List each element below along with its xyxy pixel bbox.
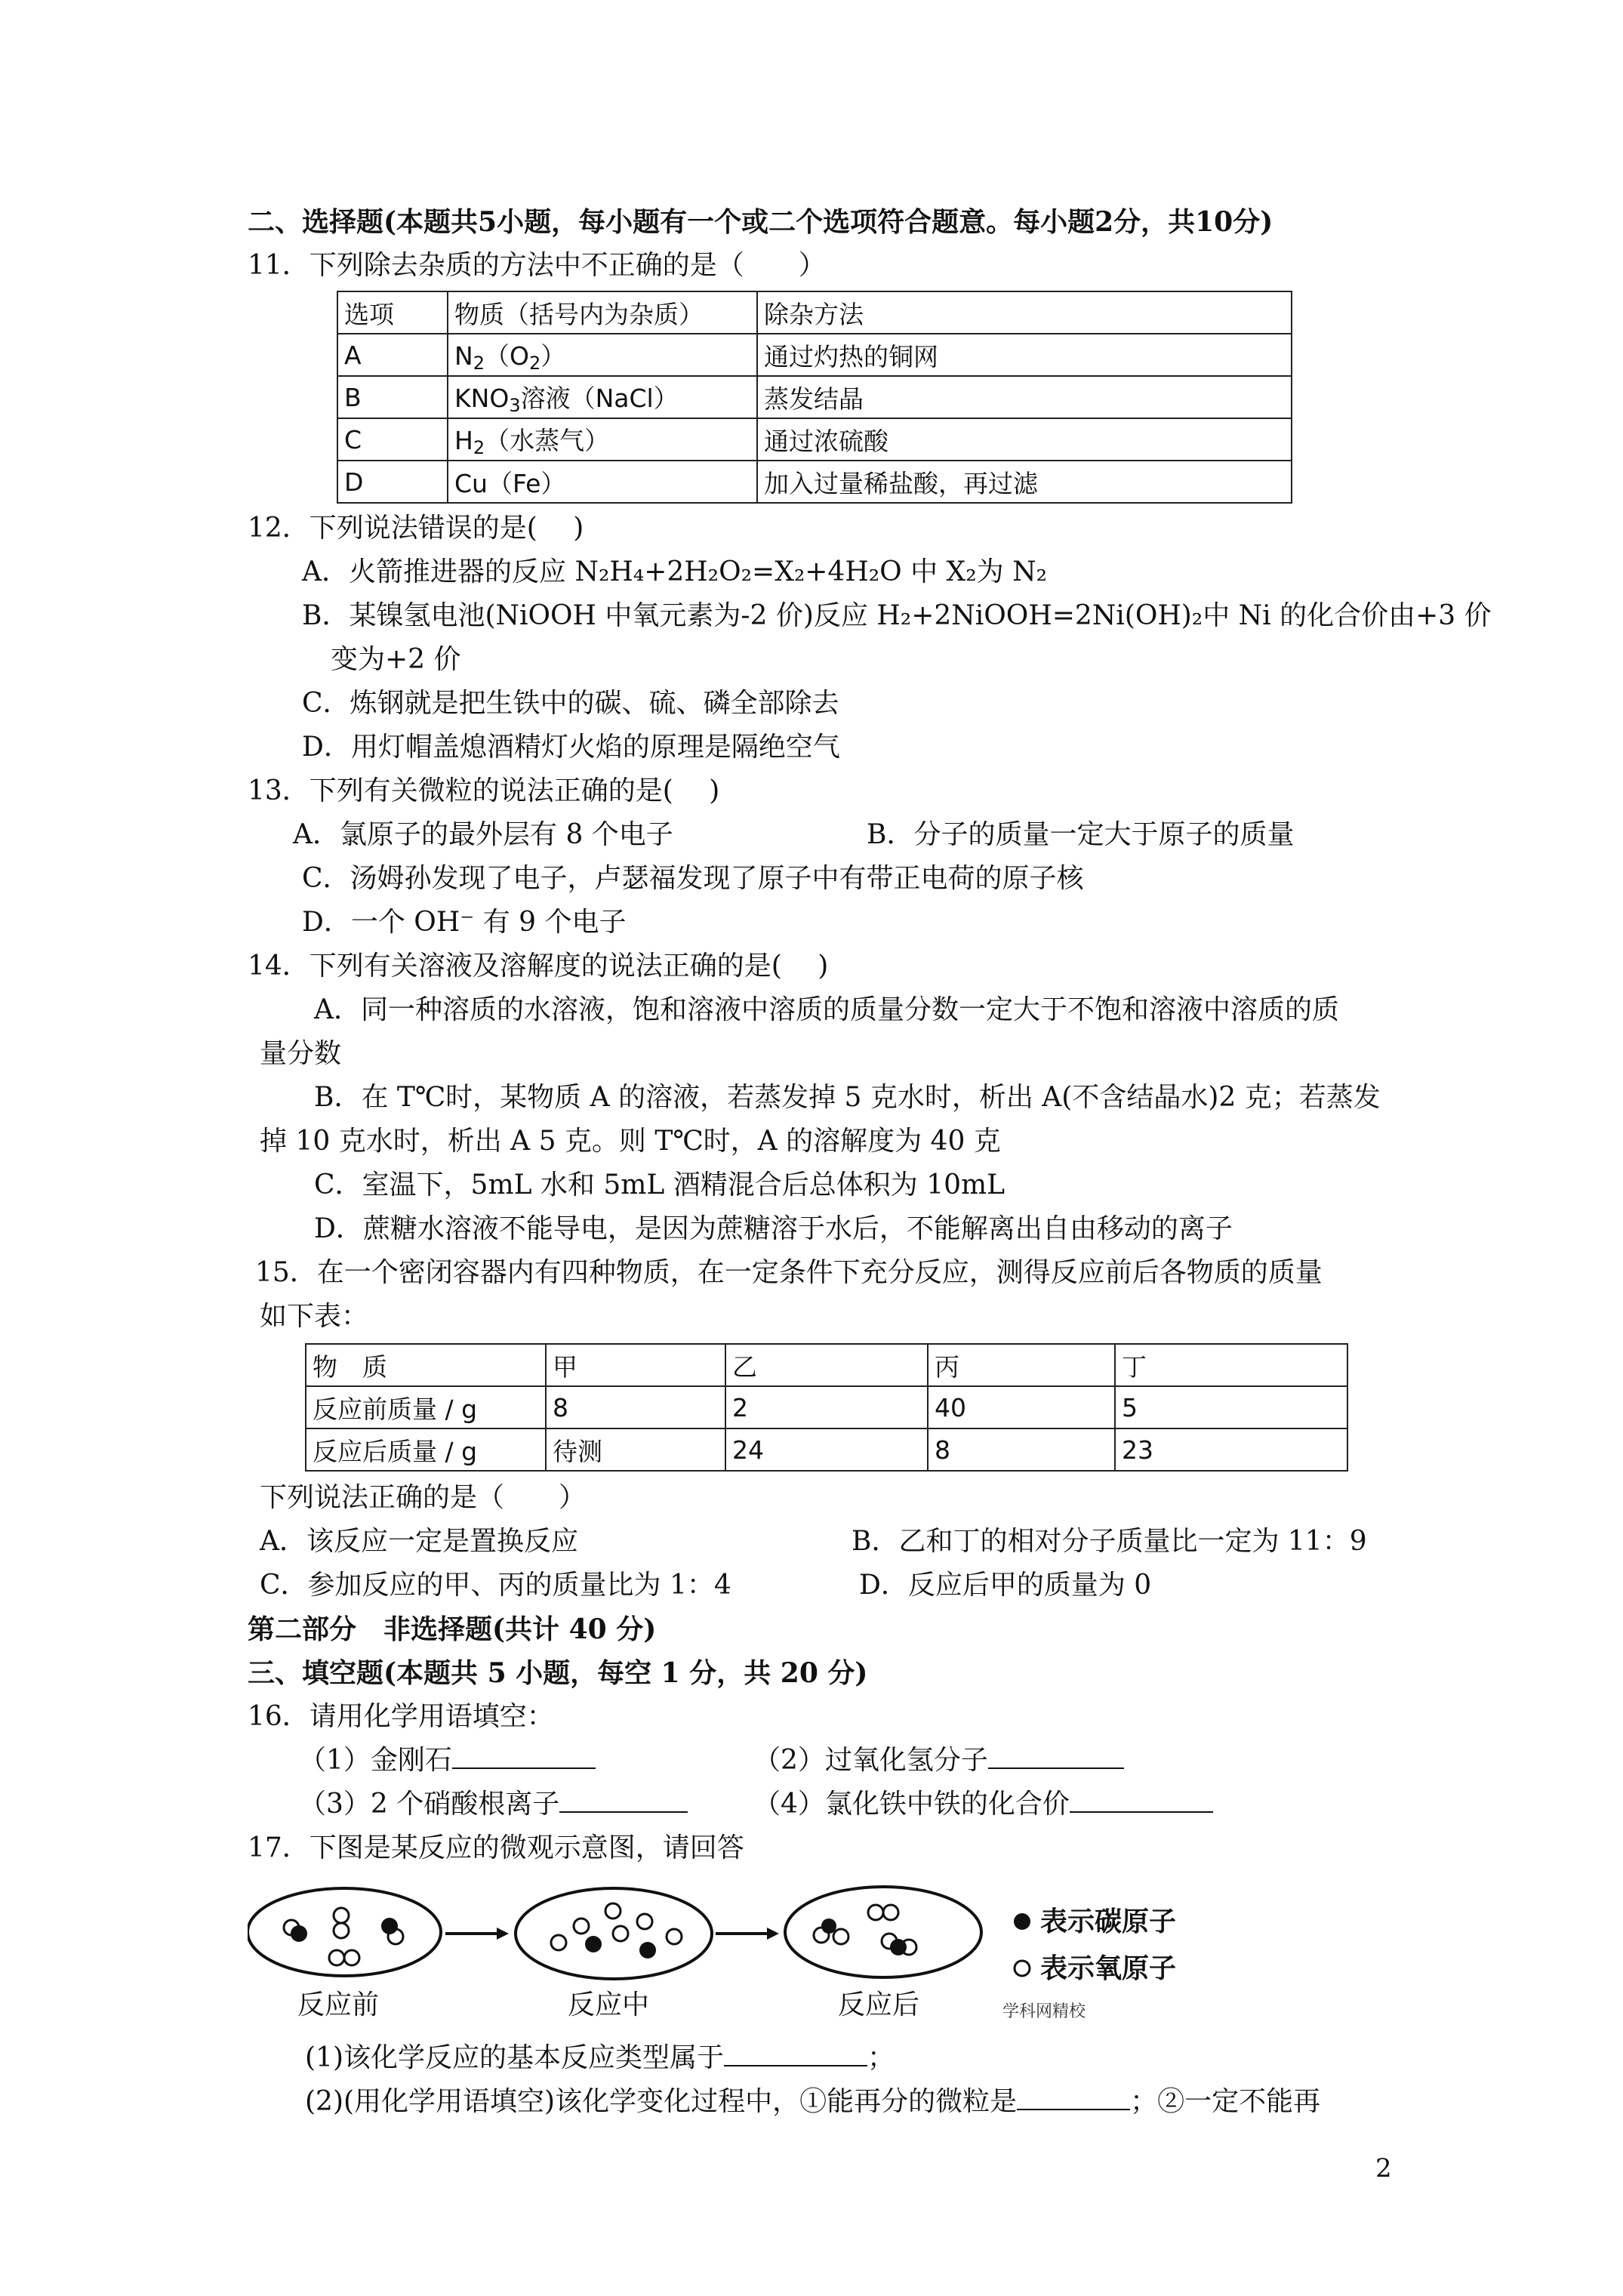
answer-blank[interactable]	[559, 1786, 688, 1813]
table-header-cell: 甲	[546, 1344, 725, 1386]
q13-option-c: C．汤姆孙发现了电子，卢瑟福发现了原子中有带正电荷的原子核	[302, 863, 1084, 894]
q15-table	[305, 1343, 1348, 1472]
answer-blank[interactable]	[724, 2039, 867, 2066]
table-cell: $KNO_3$溶液（NaCl）	[448, 376, 757, 418]
oxygen-atom	[551, 1935, 566, 1950]
q13-option-d: D．一个 OH⁻ 有 9 个电子	[302, 907, 627, 938]
table-row	[306, 1386, 1347, 1428]
q16-item-4: （4）氯化铁中铁的化合价	[753, 1789, 1070, 1820]
table-header-cell: 乙	[725, 1344, 928, 1386]
q17-part2-text: (2)(用化学用语填空)该化学变化过程中，①能再分的微粒是	[305, 2086, 1018, 2117]
arrow-head	[497, 1928, 509, 1940]
q17-part2-text-cont: ；②一定不能再	[1130, 2086, 1321, 2117]
section2-heading: 二、选择题(本题共5小题，每小题有一个或二个选项符合题意。每小题2分，共10分)	[248, 206, 1273, 238]
q17-part1-text: (1)该化学反应的基本反应类型属于	[305, 2042, 724, 2073]
legend-oxygen-icon	[1015, 1961, 1030, 1976]
table-header-cell: 丙	[928, 1344, 1115, 1386]
q13-row-ab	[248, 813, 1403, 857]
carbon-atom	[639, 1942, 656, 1959]
table-cell: $H_2$（水蒸气）	[448, 418, 757, 461]
q15-prompt: 下列说法正确的是（ ）	[260, 1482, 587, 1513]
table-cell: 蒸发结晶	[757, 376, 1292, 418]
oxygen-atom	[334, 1908, 349, 1923]
table-cell: 反应前质量 / g	[306, 1386, 546, 1428]
q14-option-a: A．同一种溶质的水溶液，饱和溶液中溶质的质量分数一定大于不饱和溶液中溶质的质	[314, 994, 1339, 1025]
q12-option-b: B．某镍氢电池(NiOOH 中氧元素为-2 价)反应 H₂+2NiOOH=2Ni(OH)₂中 Ni 的化合价由+3 价	[302, 600, 1492, 631]
carbon-atom	[585, 1936, 602, 1952]
q14-option-a-cont: 量分数	[260, 1038, 342, 1069]
q16-item-4-wrap	[753, 1783, 1213, 1826]
table-cell: 5	[1115, 1386, 1347, 1428]
q12-stem: 12．下列说法错误的是( )	[248, 513, 584, 544]
table-cell: 反应后质量 / g	[306, 1428, 546, 1471]
q17-part1-end: ；	[867, 2042, 895, 2073]
table-row	[306, 1428, 1347, 1471]
table-header-cell: 物质（括号内为杂质）	[448, 291, 757, 334]
table-cell: 加入过量稀盐酸，再过滤	[757, 461, 1292, 503]
table-row	[337, 291, 1292, 334]
reaction-diagram-svg	[248, 1879, 1403, 2023]
oxygen-atom	[667, 1929, 682, 1944]
oxygen-atom	[833, 1929, 848, 1944]
q15-stem-cont: 如下表：	[260, 1301, 369, 1332]
oxygen-atom	[868, 1905, 883, 1920]
table-header-cell: 物 质	[306, 1344, 546, 1386]
table-header-cell: 除杂方法	[757, 291, 1292, 334]
q14-option-c: C．室温下，5mL 水和 5mL 酒精混合后总体积为 10mL	[314, 1170, 1006, 1200]
table-cell: A	[337, 334, 448, 376]
q15-stem: 15．在一个密闭容器内有四种物质，在一定条件下充分反应，测得反应前后各物质的质量	[255, 1257, 1323, 1288]
q17-part2	[248, 2080, 1403, 2124]
label-middle: 反应中	[568, 1989, 650, 2020]
table-cell: Cu（Fe）	[448, 461, 757, 503]
q16-row-34	[248, 1783, 1403, 1826]
q14-option-d: D．蔗糖水溶液不能导电，是因为蔗糖溶于水后，不能解离出自由移动的离子	[314, 1213, 1233, 1244]
oxygen-atom	[613, 1926, 628, 1941]
table-cell: B	[337, 376, 448, 418]
table-row	[337, 461, 1292, 503]
q13-stem: 13．下列有关微粒的说法正确的是( )	[248, 775, 720, 806]
oxygen-atom	[637, 1914, 652, 1929]
q14-option-b-cont: 掉 10 克水时，析出 A 5 克。则 T℃时，A 的溶解度为 40 克	[260, 1126, 1001, 1157]
table-row	[337, 334, 1292, 376]
q15-option-d: D．反应后甲的质量为 0	[859, 1570, 1152, 1601]
q16-item-3: （3）2 个硝酸根离子	[299, 1789, 560, 1820]
q15-option-a: A．该反应一定是置换反应	[260, 1526, 578, 1557]
label-after: 反应后	[838, 1989, 920, 2020]
table-header-cell: 选项	[337, 291, 448, 334]
q17-part1	[248, 2036, 1403, 2080]
oxygen-atom	[329, 1950, 344, 1965]
answer-blank[interactable]	[1070, 1786, 1213, 1813]
legend-carbon-icon	[1014, 1913, 1030, 1930]
table-cell: $N_2(O_2)$	[448, 334, 757, 376]
q16-item-1: （1）金刚石	[299, 1745, 452, 1776]
q14-option-b: B．在 T℃时，某物质 A 的溶液，若蒸发掉 5 克水时，析出 A(不含结晶水)2 克；若蒸发	[314, 1082, 1381, 1113]
answer-blank[interactable]	[988, 1742, 1124, 1769]
q13-option-a: A．氯原子的最外层有 8 个电子	[293, 819, 673, 850]
oxygen-atom	[334, 1923, 349, 1938]
table-row	[337, 376, 1292, 418]
oxygen-atom	[605, 1903, 621, 1918]
reaction-diagram	[248, 1879, 1403, 2023]
q17-stem: 17．下图是某反应的微观示意图，请回答	[248, 1832, 744, 1863]
table-row	[306, 1344, 1347, 1386]
table-cell: 通过灼热的铜网	[757, 334, 1292, 376]
legend-carbon-label: 表示碳原子	[1040, 1906, 1177, 1937]
q15-option-c: C．参加反应的甲、丙的质量比为 1：4	[260, 1570, 731, 1601]
table-row	[337, 418, 1292, 461]
legend-oxygen-label: 表示氧原子	[1040, 1953, 1177, 1984]
part2-heading: 第二部分 非选择题(共计 40 分)	[248, 1613, 657, 1645]
q12-option-b-cont: 变为+2 价	[331, 644, 461, 675]
label-before: 反应前	[297, 1989, 380, 2020]
q12-option-d: D．用灯帽盖熄酒精灯火焰的原理是隔绝空气	[302, 732, 840, 763]
q16-item-2-wrap	[753, 1739, 1124, 1783]
table-cell: 40	[928, 1386, 1115, 1428]
oxygen-atom	[344, 1950, 359, 1965]
table-cell: 24	[725, 1428, 928, 1471]
table-cell: 23	[1115, 1428, 1347, 1471]
oxygen-atom	[574, 1918, 589, 1934]
q16-item-2: （2）过氧化氢分子	[753, 1745, 988, 1776]
q14-stem: 14．下列有关溶液及溶解度的说法正确的是( )	[248, 951, 829, 982]
section3-heading: 三、填空题(本题共 5 小题，每空 1 分，共 20 分)	[248, 1657, 868, 1689]
table-cell: D	[337, 461, 448, 503]
q16-row-12	[248, 1739, 1403, 1783]
q15-row-cd	[248, 1564, 1403, 1607]
q12-option-c: C．炼钢就是把生铁中的碳、硫、磷全部除去	[302, 688, 839, 719]
table-cell: 2	[725, 1386, 928, 1428]
q11-stem: 11．下列除去杂质的方法中不正确的是（ ）	[248, 250, 826, 281]
oxygen-atom	[814, 1928, 829, 1943]
answer-blank[interactable]	[1017, 2083, 1130, 2110]
page-number: 2	[1375, 2153, 1392, 2184]
table-cell: 8	[928, 1428, 1115, 1471]
exam-page	[248, 200, 1492, 2124]
answer-blank[interactable]	[452, 1742, 596, 1769]
table-cell: 通过浓硫酸	[757, 418, 1292, 461]
table-cell: C	[337, 418, 448, 461]
q13-option-b: B．分子的质量一定大于原子的质量	[867, 819, 1295, 850]
q16-stem: 16．请用化学用语填空：	[248, 1701, 554, 1732]
table-cell: 待测	[546, 1428, 725, 1471]
table-cell: 8	[546, 1386, 725, 1428]
oxygen-atom	[883, 1905, 898, 1920]
ellipse-before	[248, 1888, 441, 1976]
watermark: 学科网精校	[1002, 2002, 1086, 2021]
q15-option-b: B．乙和丁的相对分子质量比一定为 11：9	[852, 1526, 1367, 1557]
arrow-head	[767, 1928, 779, 1940]
q11-table	[337, 291, 1292, 504]
table-header-cell: 丁	[1115, 1344, 1347, 1386]
q12-option-a: A．火箭推进器的反应 N₂H₄+2H₂O₂=X₂+4H₂O 中 X₂为 N₂	[302, 556, 1047, 587]
q15-row-ab	[248, 1520, 1403, 1564]
